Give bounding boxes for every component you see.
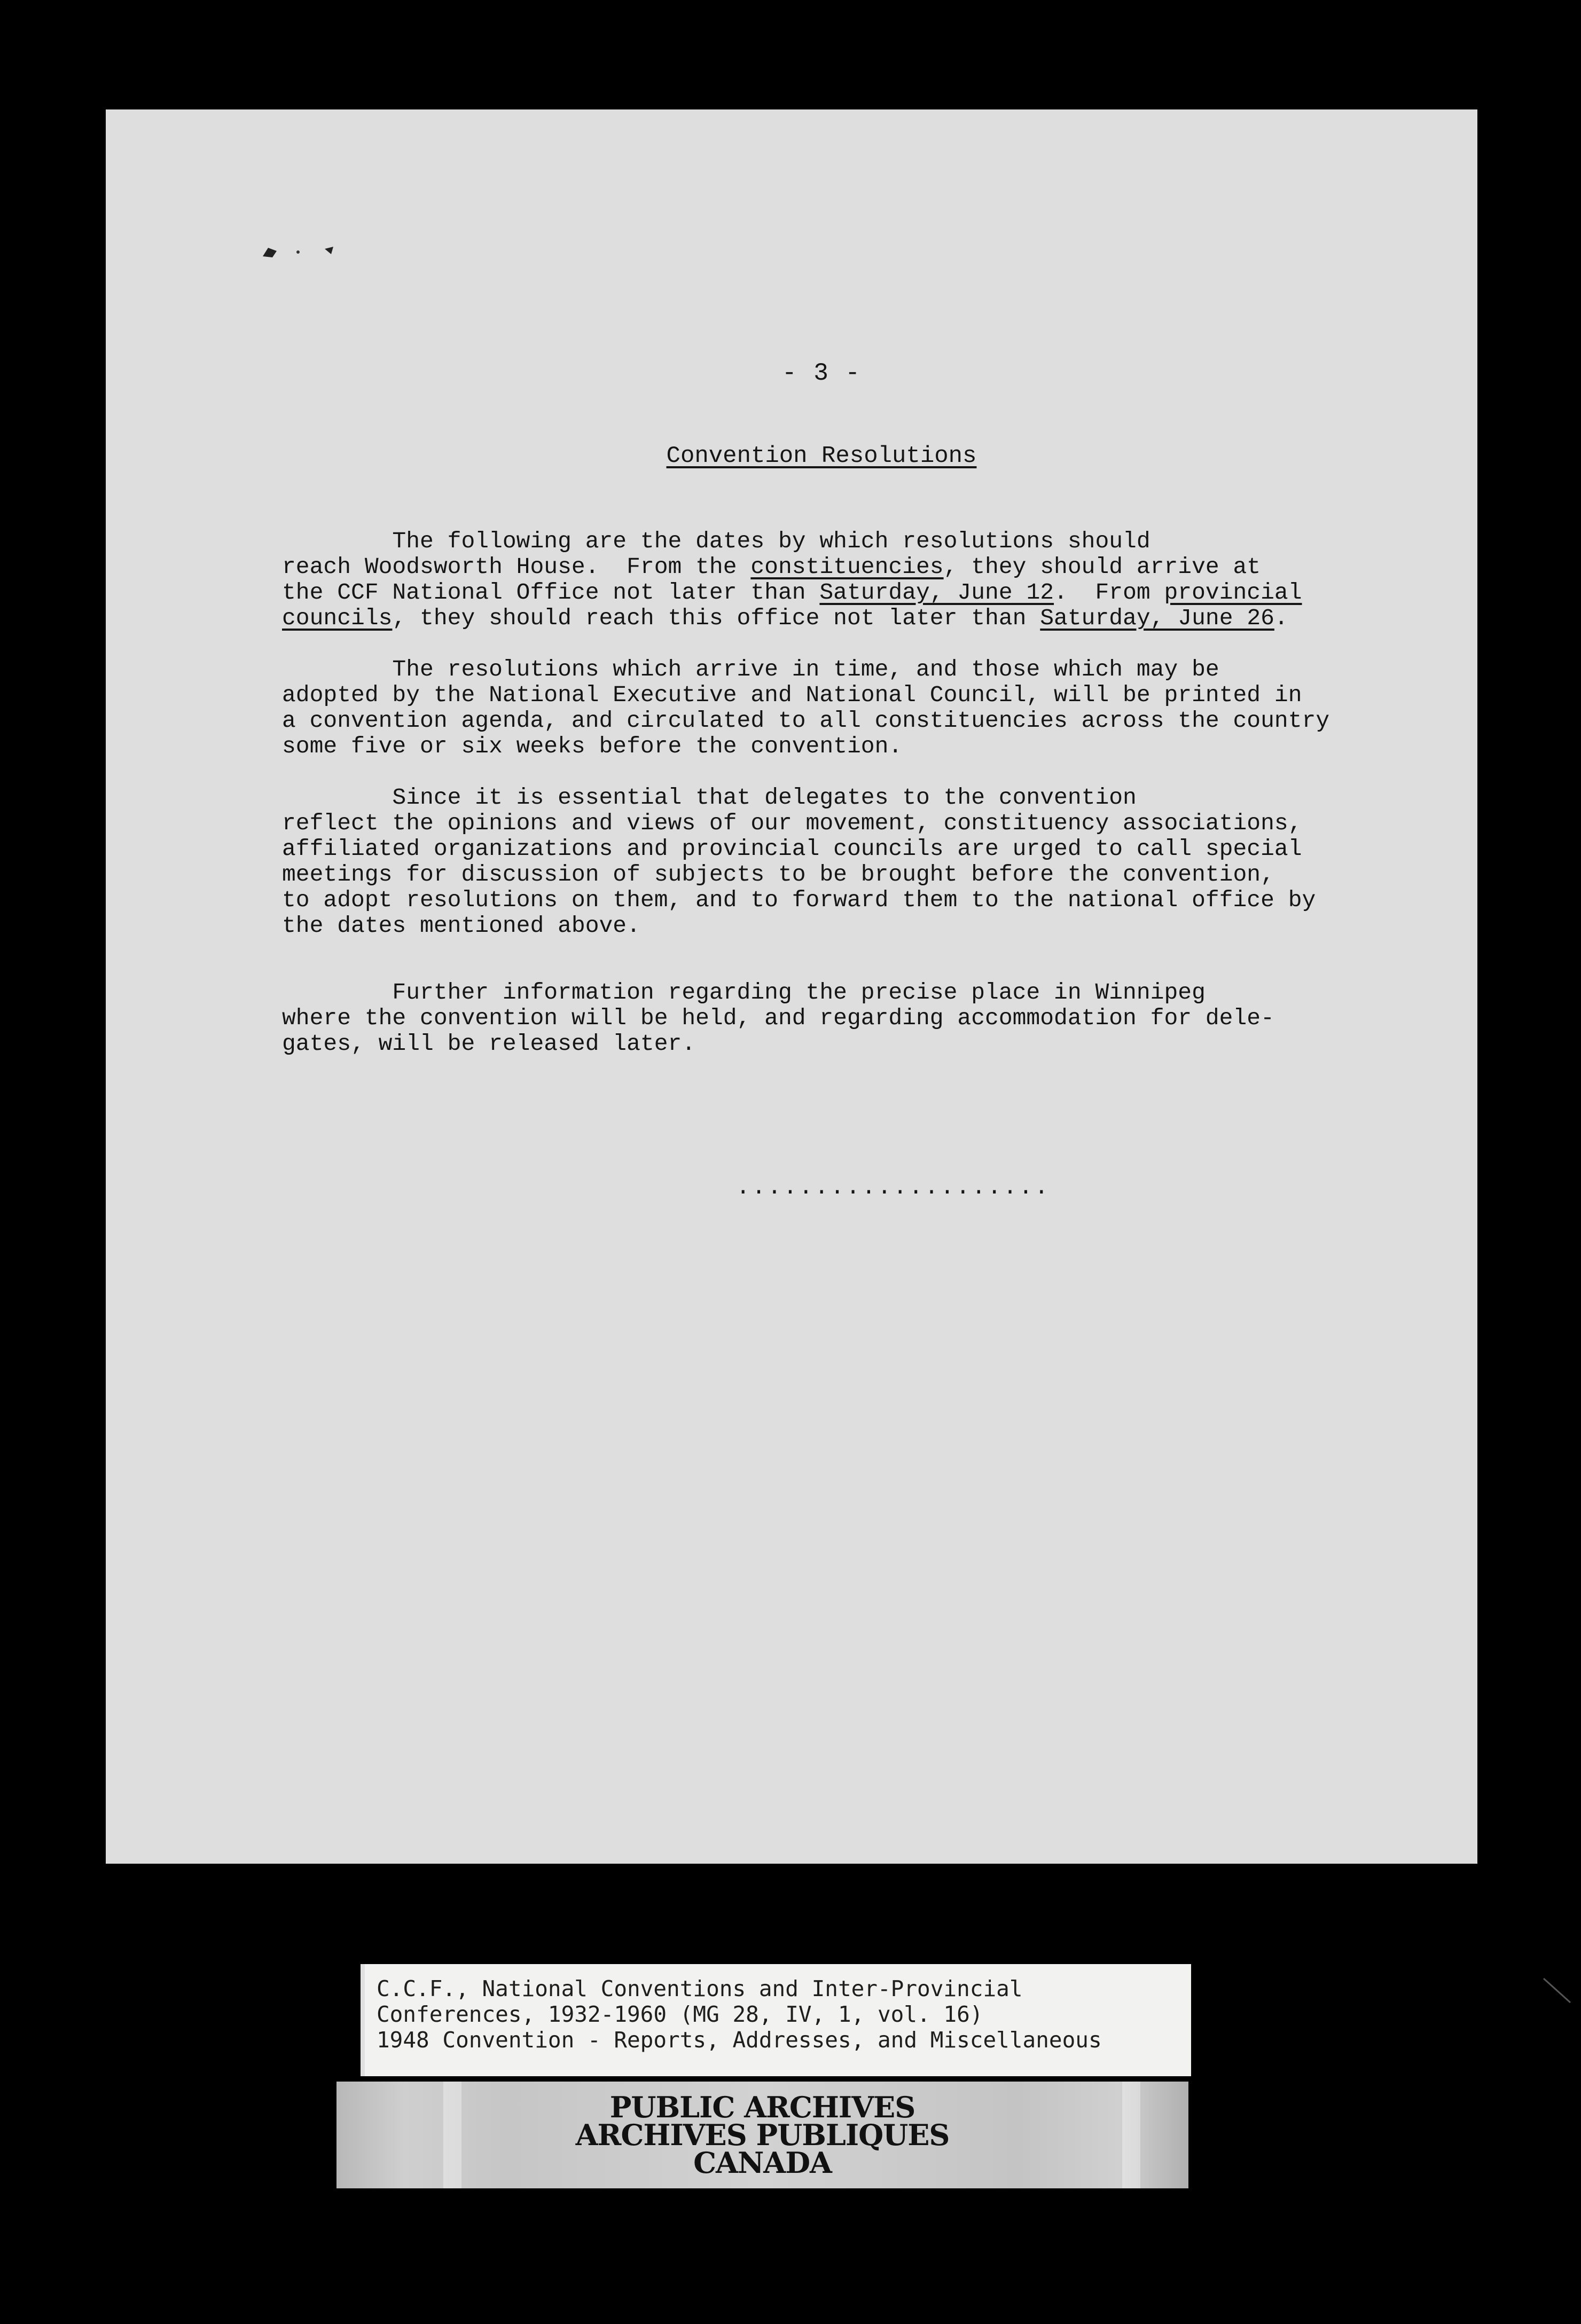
paragraph-line: adopted by the National Executive and National Council, will be printed in	[282, 682, 1302, 708]
page-number: - 3 -	[781, 359, 862, 387]
paragraph-line: reflect the opinions and views of our movement, constituency associations,	[282, 810, 1302, 836]
section-heading	[613, 443, 1030, 469]
paragraph-further-information	[282, 980, 1420, 1057]
text-run: . From	[1054, 579, 1164, 606]
paragraph-resolution-dates	[282, 529, 1420, 631]
paragraph-delegates	[282, 785, 1420, 939]
paragraph-line: a convention agenda, and circulated to all constituencies across the country	[282, 708, 1330, 734]
paragraph-line: meetings for discussion of subjects to be brought before the convention,	[282, 861, 1274, 888]
stamp-text	[336, 2090, 1188, 2180]
document-page	[106, 109, 1477, 1864]
paragraph-line: some five or six weeks before the convention.	[282, 733, 903, 759]
paragraph-line	[282, 606, 1420, 631]
text-run: , they should reach this office not later than	[392, 605, 1040, 631]
paragraph-line: to adopt resolutions on them, and to forward them to the national office by	[282, 887, 1316, 913]
text-run: , they should arrive at	[943, 554, 1261, 580]
archive-reference-label	[361, 1964, 1191, 2076]
paragraph-agenda	[282, 657, 1420, 759]
underlined-constituencies: constituencies	[750, 554, 944, 580]
paragraph-line: Since it is essential that delegates to the convention	[282, 784, 1137, 811]
stamp-line: ARCHIVES PUBLIQUES	[575, 2118, 950, 2152]
paragraph-line: The resolutions which arrive in time, and those which may be	[282, 656, 1219, 682]
section-heading-text: Convention Resolutions	[666, 443, 977, 469]
text-run: reach Woodsworth House. From the	[282, 554, 751, 580]
paragraph-line: The following are the dates by which resolutions should	[282, 528, 1150, 554]
paragraph-line: affiliated organizations and provincial councils are urged to call special	[282, 836, 1302, 862]
text-run: the CCF National Office not later than	[282, 579, 820, 606]
underlined-councils: councils	[282, 605, 393, 631]
stamp-line: CANADA	[693, 2146, 832, 2180]
film-scratch-mark	[1538, 1976, 1581, 2008]
paragraph-line: the dates mentioned above.	[282, 913, 640, 939]
paragraph-line	[282, 554, 1420, 580]
stamp-line: PUBLIC ARCHIVES	[609, 2090, 915, 2124]
archive-label-line: Conferences, 1932-1960 (MG 28, IV, 1, vol. 16)	[377, 2001, 983, 2027]
paragraph-line: gates, will be released later.	[282, 1031, 696, 1057]
paragraph-line: Further information regarding the precise place in Winnipeg	[282, 979, 1206, 1006]
paragraph-line	[282, 580, 1420, 606]
paragraph-line: where the convention will be held, and regarding accommodation for dele-	[282, 1005, 1274, 1031]
underlined-date-june-12: Saturday, June 12	[819, 579, 1054, 606]
underlined-provincial: provincial	[1164, 579, 1302, 606]
text-run: .	[1274, 605, 1288, 631]
end-of-text-dots: ....................	[736, 1174, 1051, 1201]
archive-label-line: C.C.F., National Conventions and Inter-Provincial	[377, 1976, 1023, 2001]
underlined-date-june-26: Saturday, June 26	[1040, 605, 1274, 631]
archives-stamp	[336, 2082, 1188, 2188]
archive-label-line: 1948 Convention - Reports, Addresses, and Miscellaneous	[377, 2027, 1102, 2053]
document-body	[106, 109, 1477, 1864]
